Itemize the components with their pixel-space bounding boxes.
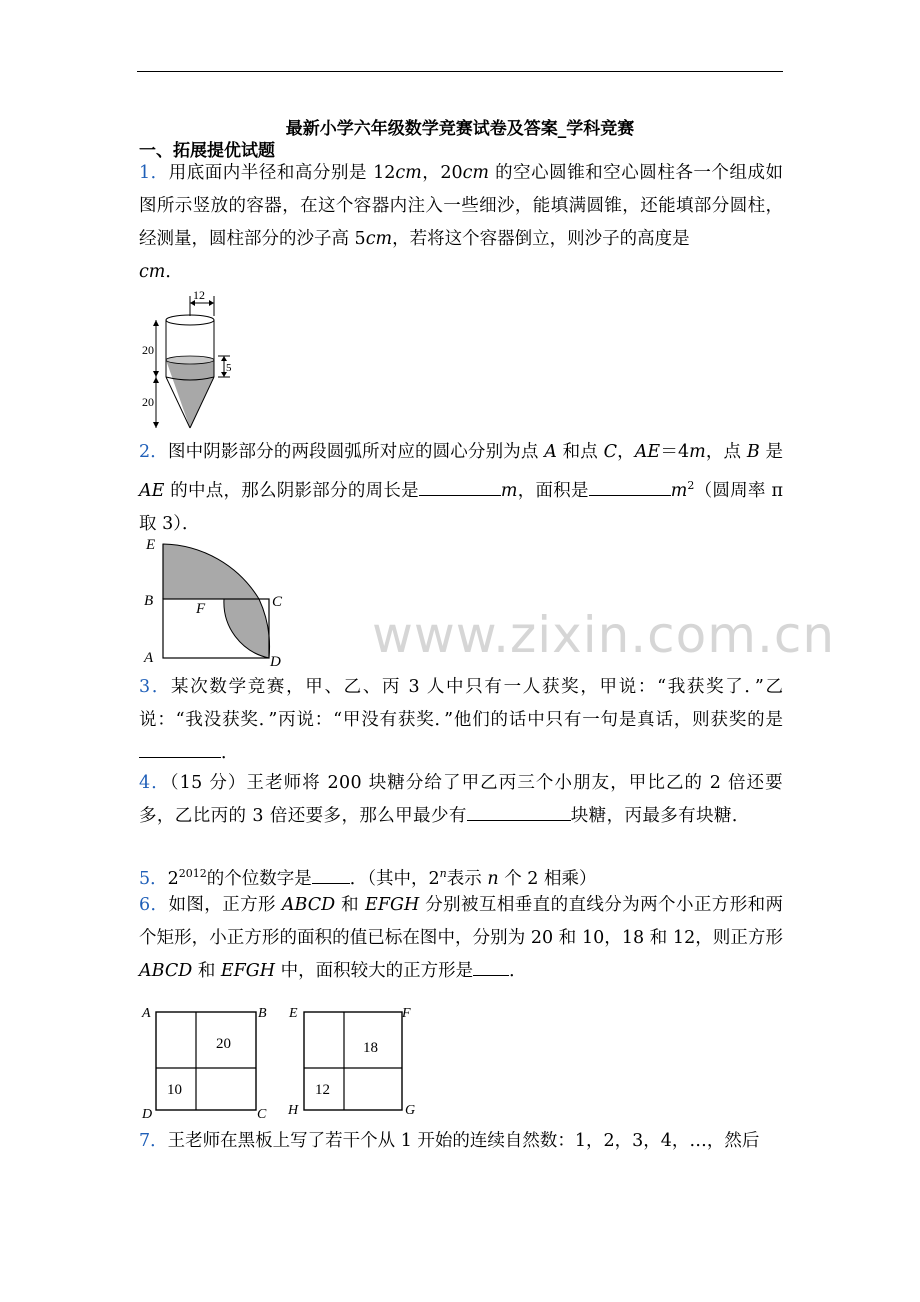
question-number: 3． [139,677,172,697]
section-heading: 一、拓展提优试题 [139,141,275,161]
svg-text:E: E [289,1006,298,1021]
question-1: 1．用底面内半径和高分别是 12cm，20cm 的空心圆锥和空心圆柱各一个组成如图所示竖放的容器，在这个容器内注入一些细沙，能填满圆锥，还能填部分圆柱，经测量，圆柱部分的沙子高 5cm，若将这个容器倒立，则沙子的高度是 cm． [139,163,783,282]
question-3: 3．某次数学竞赛，甲、乙、丙 3 人中只有一人获奖，甲说：“我获奖了．”乙说：“我没获奖．”丙说：“甲没有获奖．”他们的话中只有一句是真话，则获奖的是． [139,677,784,763]
dim-sand-height: 5 [226,362,232,374]
question-number: 7． [139,1131,168,1151]
cone-cylinder-figure [138,286,238,432]
svg-text:G: G [405,1103,416,1118]
svg-text:F: F [196,601,206,617]
answer-blank [419,477,501,496]
answer-blank [467,802,571,821]
svg-text:A: A [144,650,154,666]
dim-cone-height: 20 [142,395,154,409]
svg-text:C: C [257,1107,267,1122]
svg-text:C: C [272,594,283,610]
square-abcd-figure [140,1002,275,1122]
svg-text:D: D [142,1107,153,1122]
watermark: www.zixin.com.cn [372,606,836,664]
svg-text:D: D [270,654,281,666]
square-efgh-figure [284,1002,419,1122]
sand-fill [166,360,214,428]
area-label-12: 12 [315,1082,330,1098]
shaded-arcs-figure [140,532,290,666]
question-2: 2．图中阴影部分的两段圆弧所对应的圆心分别为点 A 和点 C，AE＝4m，点 B 是 AE 的中点，那么阴影部分的周长是 m，面积是 $m^2$（圆周率 π 取 3）． [139,442,784,534]
answer-blank [589,477,671,496]
area-label-18: 18 [363,1040,378,1056]
answer-blank [139,739,221,758]
svg-text:F: F [402,1006,411,1021]
question-number: 6． [139,895,169,915]
svg-text:A: A [142,1006,151,1021]
answer-blank [473,957,509,976]
sand-surface [166,356,214,364]
area-label-20: 20 [216,1036,231,1052]
page-title: 最新小学六年级数学竞赛试卷及答案_学科竞赛 [285,119,635,139]
question-7: 7．王老师在黑板上写了若干个从 1 开始的连续自然数：1，2，3，4，…，然后 [139,1131,760,1151]
cylinder-top [166,315,214,325]
question-number: 4． [139,773,170,793]
question-6: 6．如图，正方形 ABCD 和 EFGH 分别被互相垂直的直线分为两个小正方形和两个矩形，小正方形的面积的值已标在图中，分别为 20 和 10，18 和 12，则正方形 ABCD 和 EFGH 中，面积较大的正方形是 ． [139,895,784,981]
shaded-region-upper [163,544,259,599]
question-number: 2． [139,442,168,462]
question-5: 5．$2^{2012}$的个位数字是 ．（其中，2$^n$表示 n 个 2 相乘） [139,857,783,896]
area-label-10: 10 [167,1082,182,1098]
dim-radius: 12 [193,288,205,302]
svg-text:B: B [258,1006,267,1021]
svg-text:H: H [288,1103,299,1118]
svg-text:E: E [146,537,156,553]
question-4: 4．（15 分）王老师将 200 块糖分给了甲乙丙三个小朋友，甲比乙的 2 倍还要多，乙比丙的 3 倍还要多，那么甲最少有 块糖，丙最多有块糖． [139,773,783,826]
dim-cylinder-height: 20 [142,343,154,357]
answer-blank [312,865,350,884]
header-rule [137,71,783,72]
question-number: 5． [139,868,168,889]
shaded-region-lower [224,599,270,658]
svg-text:B: B [144,593,154,609]
question-number: 1． [139,163,169,183]
